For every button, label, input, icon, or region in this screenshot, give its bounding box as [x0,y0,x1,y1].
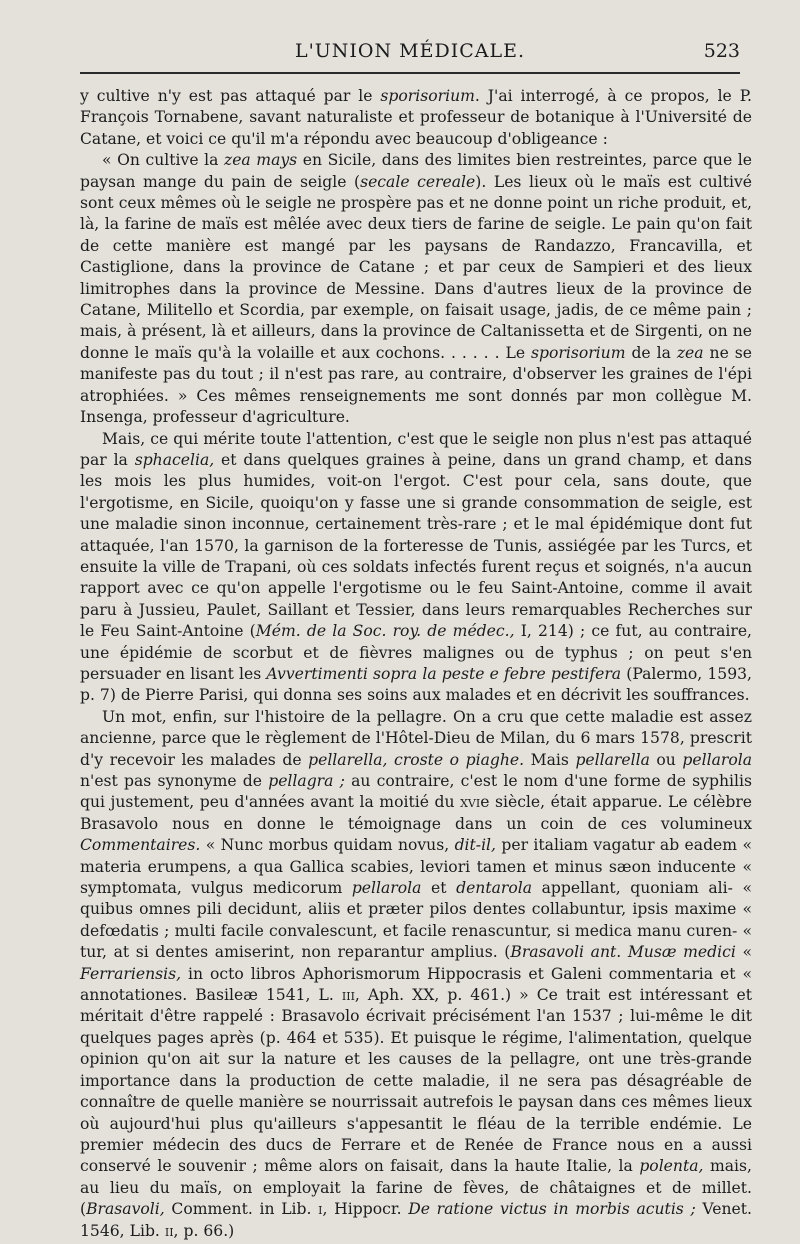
text-run: Comment. in Lib. [164,1200,319,1219]
text-run: n'est pas synonyme de [80,772,269,790]
text-run: mais, au lieu du maïs, on employait la farine de fèves, de châtaignes et de millet. ( [80,1157,752,1219]
text-run: per italiam vagatur ab eadem « materia erumpens, a qua Gallica scabies, leviori tamen et minus sæon inducente « symptomata, vulgus medicorum [80,836,752,898]
text-run: iii [341,986,355,1005]
text-run: in octo libros Aphorismorum Hippocrasis et Galeni commentaria et « annotationes. Basileæ 1541, L. [80,964,752,1005]
italic-text: Commentaires. [80,836,201,855]
text-run: de la [625,343,677,362]
text-run: ne se manifeste pas du tout ; il n'est pas rare, au contraire, d'observer les graines de l'épi atrophiées. » Ces mêmes renseignements me sont donnés par mon collègue M. Insenga, professeur d'agriculture. [80,343,752,427]
text-run: . J'ai interrogé, à ce propos, le P. François Tornabene, savant naturaliste et professeur de botanique à l'Université de Catane, et voici ce qu'il m'a répondu avec beaucoup d'obligeance : [80,87,752,148]
italic-text: secale cereale [360,172,476,191]
text-run: et dans quelques graines à peine, dans un grand champ, et dans les mois les plus humides, voit-on l'ergot. C'est pour cela, sans doute, que l'ergotisme, en Sicile, quoiqu'on y fasse une si grande consommation de seigle, est une maladie sinon inconnue, certainement très-rare ; et le mal épidémique dont fut attaquée, l'an 1570, la garnison de la forteresse de Tunis, assiégée par les Turcs, et ensuite la ville de Trapani, où ces soldats infectés furent reçus et soignés, n'a aucun rapport avec ce qu'on appelle l'ergotisme ou le feu Saint-Antoine, comme il avait paru à Jussieu, Paulet, Saillant et Tessier, dans leurs remarquables Recherches sur le Feu Saint-Antoine ( [80,450,752,641]
italic-text: pellarola [351,879,422,898]
paragraph [80,707,752,1242]
text-run: (Palermo, 1593, p. 7) de Pierre Parisi, qui donna ses soins aux malades et en décrivit les souffrances. [80,664,753,705]
text-run: au contraire, c'est le nom d'une forme de syphilis qui justement, peu d'années avant la moitié du [80,772,752,812]
italic-text: dit-il, [454,836,496,855]
text-run: y cultive n'y est pas attaqué par le [80,87,381,105]
text-run: « Nunc morbus quidam novus, [200,836,455,855]
italic-text: pellarola [682,750,753,769]
article-body [80,86,752,1242]
italic-text: sphacelia, [134,450,215,469]
text-run: ou [649,750,683,769]
text-run: appellant, quoniam ali- « quibus omnes pili decidunt, aliis et præter pilos dentes collabuntur, ipsis maxime « defœdatis ; multi facile convalescunt, et facile renascuntur, si medica manu curen- « tur, at si dentes amiserint, non reparantur amplius. ( [80,879,752,962]
italic-text: Mém. de la Soc. roy. de médec., [255,622,515,641]
text-run: , Aph. XX, p. 461.) » Ce trait est intéressant et méritait d'être rappelé : Brasavolo écrivait précisément l'an 1537 ; lui-même le dit quelques pages après (p. 464 et 535). Et puisque le régime, l'alimentation, quelque opinion qu'on ait sur la nature et les causes de la pellagre, ont une très-grande importance dans la production de cette maladie, il ne sera pas désagréable de connaître de quelle manière se nourrissait autrefois le paysan dans ces mêmes lieux où aujourd'hui plus qu'ailleurs s'appesantit le fléau de la terrible endémie. Le premier médecin des ducs de Ferrare et de Renée de France nous en a aussi conservé le souvenir ; même alors on faisait, dans la haute Italie, la [80,986,753,1176]
italic-text: pellarella [575,750,650,769]
italic-text: pellagra ; [268,772,345,790]
italic-text: Avvertimenti sopra la peste e febre pestifera [266,664,622,683]
text-run: Un mot, enfin, sur l'histoire de la pellagre. On a cru que cette maladie est assez ancienne, parce que le règlement de l'Hôtel-Dieu de Milan, du 6 mars 1578, prescrit d'y recevoir les malades de [80,707,752,769]
italic-text: De ratione victus in morbis acutis ; [408,1200,696,1219]
running-title: L'UNION MÉDICALE. [294,40,526,62]
italic-text: sporisorium [531,343,626,362]
paragraph [80,150,752,428]
text-run: , p. 66.) [173,1221,235,1240]
text-run: , Hippocr. [322,1200,409,1219]
italic-text: dentarola [456,879,533,898]
text-run: i [318,1200,323,1219]
italic-text: sporisorium [380,87,475,105]
text-run: en Sicile, dans des limites bien restreintes, parce que le paysan mange du pain de seigle ( [80,151,752,191]
text-run: xvi [460,793,481,812]
italic-text: polenta, [639,1157,704,1176]
italic-text: Brasavoli, [86,1200,165,1219]
page-header [80,36,740,64]
text-run: « [735,943,752,962]
text-run: Mais [524,750,576,769]
header-rule [80,72,740,74]
text-run: e siècle, était apparue. Le célèbre Brasavolo nous en donne le témoignage dans un coin de ces volumineux [80,793,752,833]
text-run: et [421,879,457,898]
italic-text: pellarella, croste o piaghe. [308,750,525,769]
text-run: Mais, ce qui mérite toute l'attention, c'est que le seigle non plus n'est pas attaqué par la [80,429,752,469]
italic-text: zea mays [223,151,298,170]
text-run: « On cultive la [102,151,224,170]
text-run: I, 214) ; ce fut, au contraire, une épidémie de scorbut et de fièvres malignes ou de typhus ; on peut s'en persuader en lisant les [80,622,753,683]
paragraph [80,86,752,150]
italic-text: Brasavoli ant. Musæ medici [510,943,736,962]
page-number: 523 [703,40,740,62]
italic-text: zea [676,343,704,362]
text-run: Venet. 1546, Lib. [80,1200,752,1240]
paragraph [80,429,752,707]
text-run: ii [164,1221,174,1240]
italic-text: Ferrariensis, [80,964,182,983]
text-run: ). Les lieux où le maïs est cultivé sont ceux mêmes où le seigle ne prospère pas et ne donne point un riche produit, et, là, la farine de maïs est mêlée avec deux tiers de farine de seigle. Le pain qu'on fait de cette manière est mangé par les paysans de Randazzo, Francavilla, et Castiglione, dans la province de Catane ; et par ceux de Sampieri et des lieux limitrophes dans la province de Messine. Dans d'autres lieux de la province de Catane, Militello et Scordia, par exemple, on faisait usage, jadis, de ce même pain ; mais, à présent, là et ailleurs, dans la province de Caltanissetta et de Sirgenti, on ne donne le maïs qu'à la volaille et aux cochons. . . . . . Le [80,172,753,362]
